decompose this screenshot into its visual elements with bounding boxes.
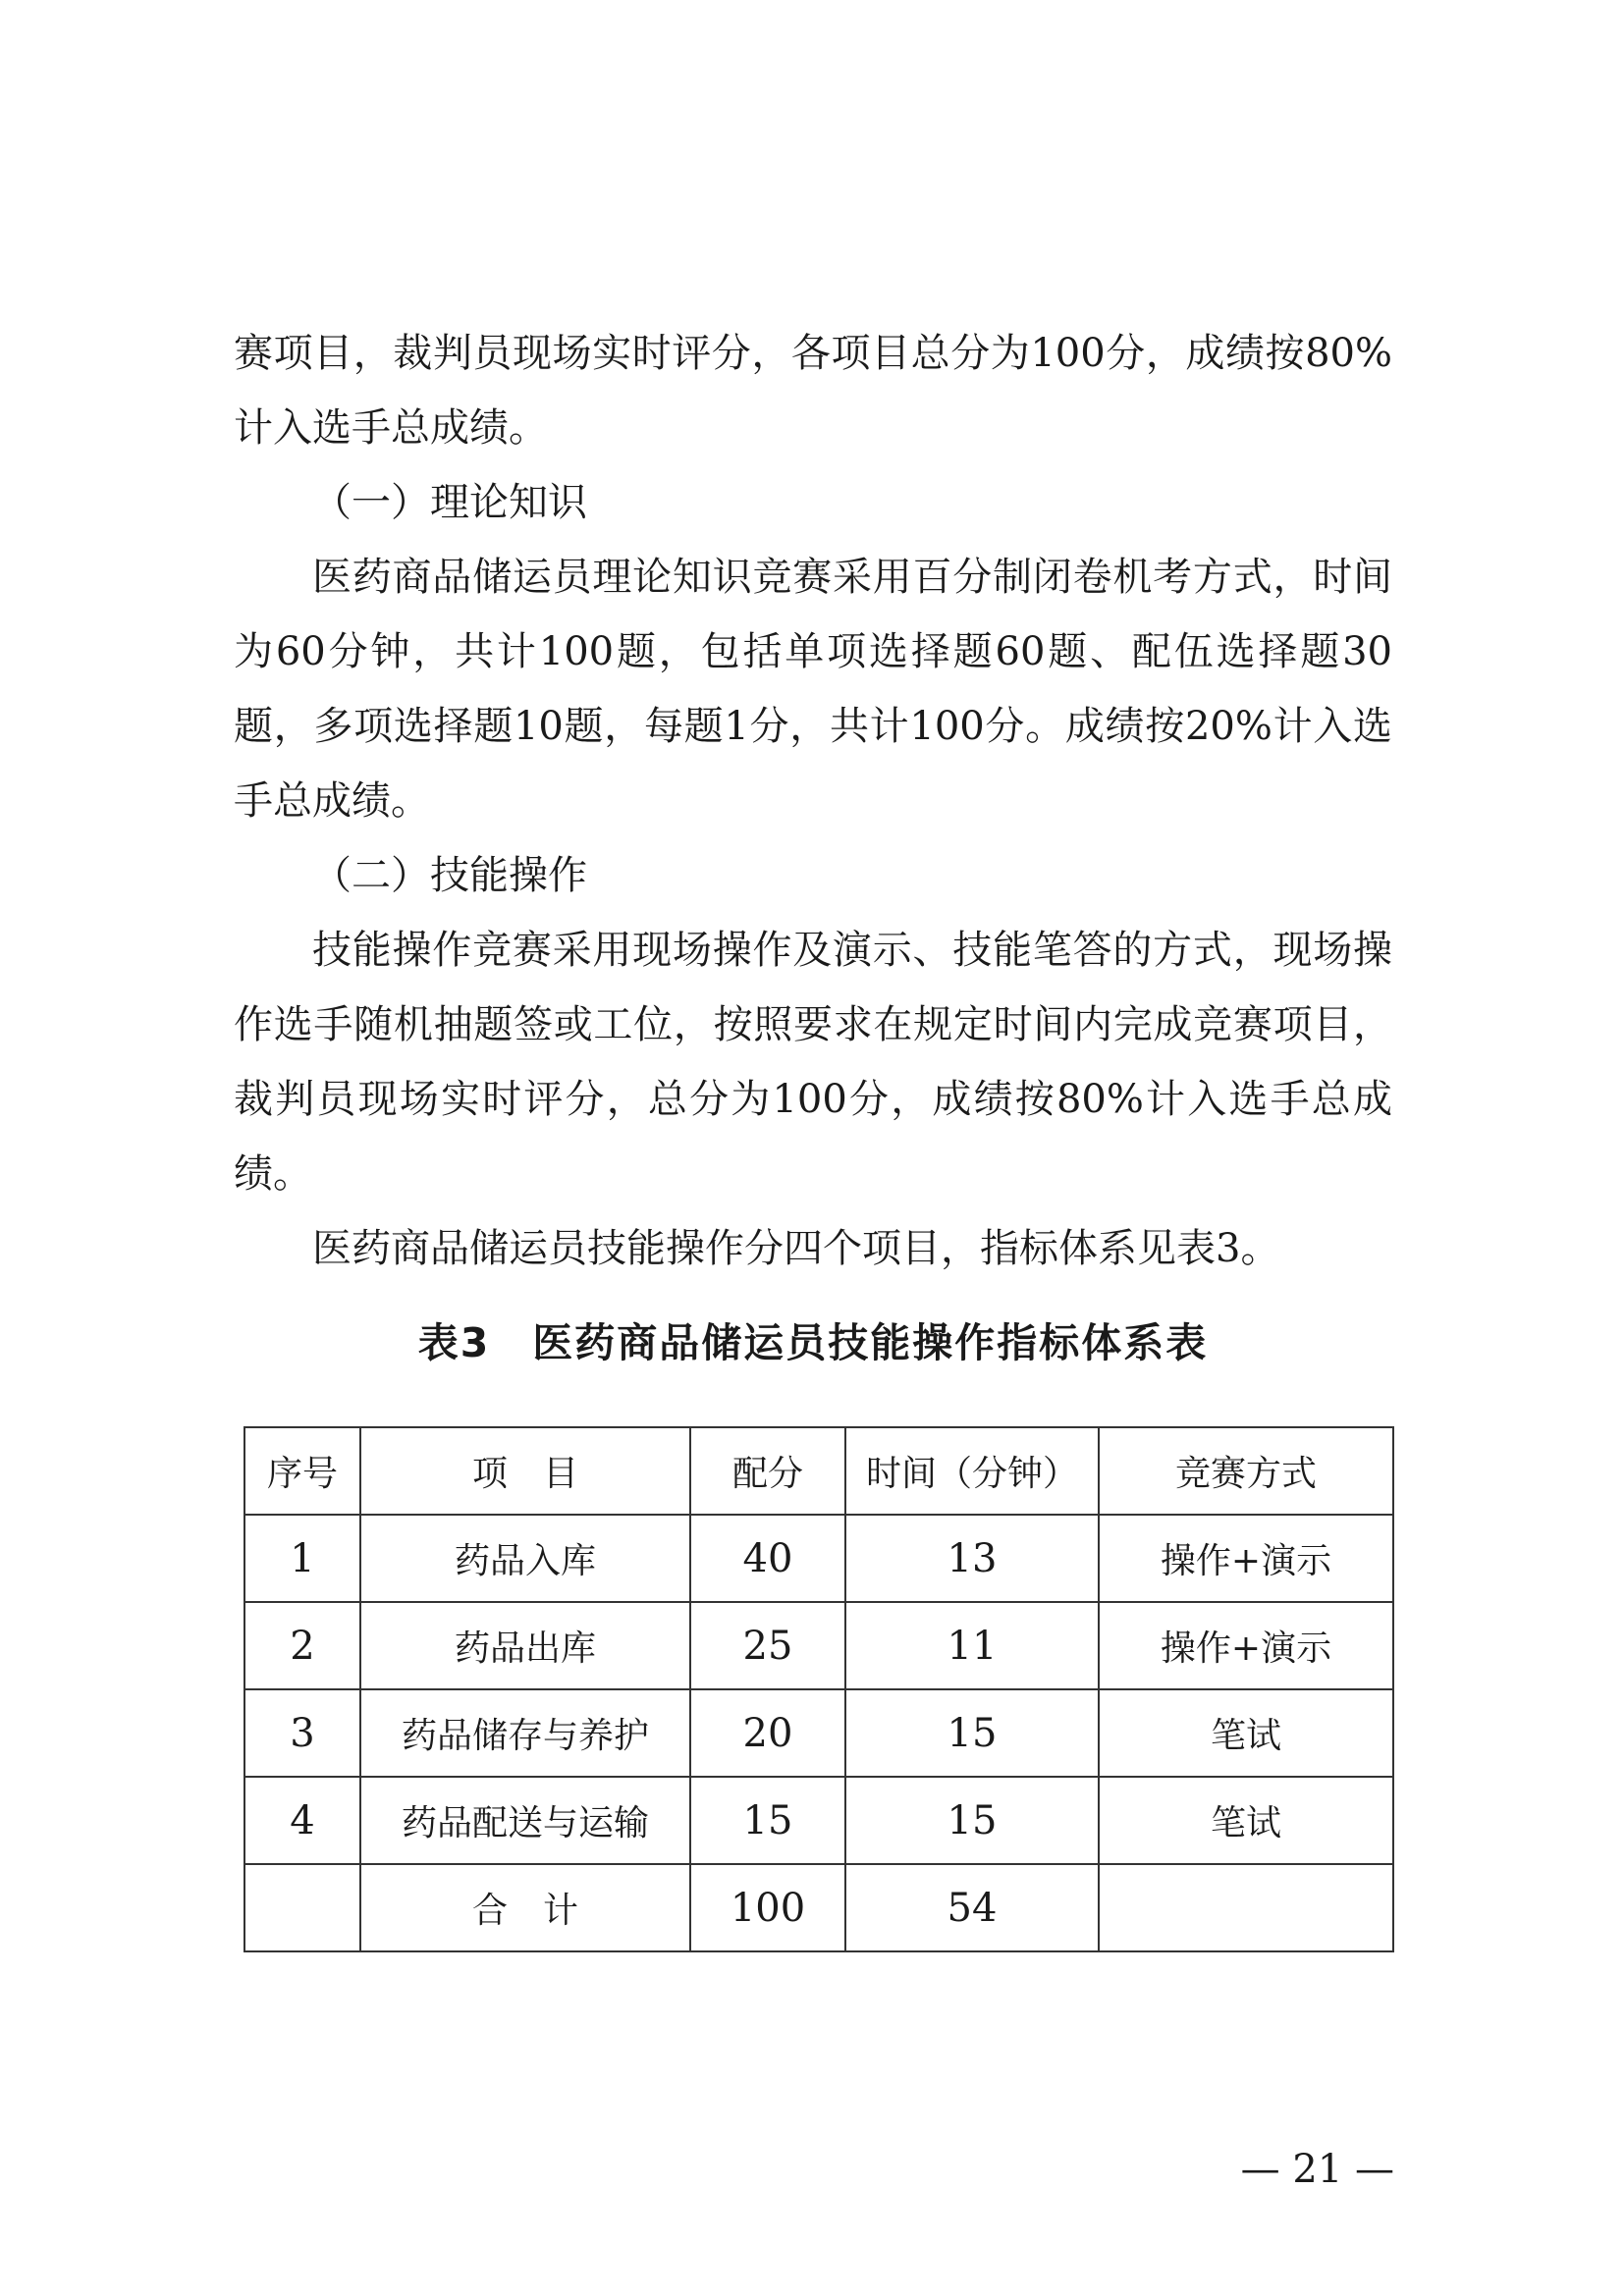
table-header-row	[244, 1427, 1393, 1515]
table-row	[244, 1777, 1393, 1864]
paragraph-skills: 技能操作竞赛采用现场操作及演示、技能笔答的方式，现场操作选手随机抽题签或工位，按照要求在规定时间内完成竞赛项目，裁判员现场实时评分，总分为100分，成绩按80%计入选手总成绩。	[234, 928, 1392, 1197]
cell-index: 4	[244, 1777, 360, 1864]
cell-total-score: 100	[690, 1864, 845, 1951]
paragraph-continuation: 赛项目，裁判员现场实时评分，各项目总分为100分，成绩按80%计入选手总成绩。	[234, 331, 1392, 451]
table-row	[244, 1602, 1393, 1689]
cell-index: 1	[244, 1515, 360, 1602]
table-row	[244, 1689, 1393, 1777]
cell-item: 药品储存与养护	[360, 1689, 690, 1777]
header-score: 配分	[690, 1427, 845, 1515]
cell-score: 20	[690, 1689, 845, 1777]
header-index: 序号	[244, 1427, 360, 1515]
paragraph-skills-items: 医药商品储运员技能操作分四个项目，指标体系见表3。	[312, 1226, 1280, 1271]
cell-index: 3	[244, 1689, 360, 1777]
cell-mode	[1099, 1864, 1393, 1951]
paragraph-theory: 医药商品储运员理论知识竞赛采用百分制闭卷机考方式，时间为60分钟，共计100题，包括单项选择题60题、配伍选择题30题，多项选择题10题，每题1分，共计100分。成绩按20%计入选手总成绩。	[234, 555, 1392, 824]
table-total-row	[244, 1864, 1393, 1951]
body-text	[234, 316, 1392, 1286]
table-title: 表3 医药商品储运员技能操作指标体系表	[417, 1319, 1209, 1366]
cell-mode: 笔试	[1099, 1777, 1393, 1864]
cell-time: 15	[845, 1689, 1099, 1777]
header-item: 项 目	[360, 1427, 690, 1515]
skills-metrics-table	[244, 1426, 1394, 1952]
cell-mode: 操作+演示	[1099, 1602, 1393, 1689]
cell-time: 13	[845, 1515, 1099, 1602]
cell-item: 药品出库	[360, 1602, 690, 1689]
section-heading-skills: （二）技能操作	[312, 853, 587, 898]
cell-score: 40	[690, 1515, 845, 1602]
cell-score: 15	[690, 1777, 845, 1864]
cell-time: 15	[845, 1777, 1099, 1864]
cell-item: 药品入库	[360, 1515, 690, 1602]
cell-mode: 笔试	[1099, 1689, 1393, 1777]
cell-total-time: 54	[845, 1864, 1099, 1951]
cell-score: 25	[690, 1602, 845, 1689]
section-heading-theory: （一）理论知识	[312, 480, 587, 525]
cell-time: 11	[845, 1602, 1099, 1689]
page-number: — 21 —	[1240, 2147, 1394, 2192]
cell-index: 2	[244, 1602, 360, 1689]
header-time: 时间（分钟）	[845, 1427, 1099, 1515]
cell-mode: 操作+演示	[1099, 1515, 1393, 1602]
cell-item: 药品配送与运输	[360, 1777, 690, 1864]
header-mode: 竞赛方式	[1099, 1427, 1393, 1515]
cell-index	[244, 1864, 360, 1951]
table-row	[244, 1515, 1393, 1602]
cell-total-label: 合 计	[360, 1864, 690, 1951]
